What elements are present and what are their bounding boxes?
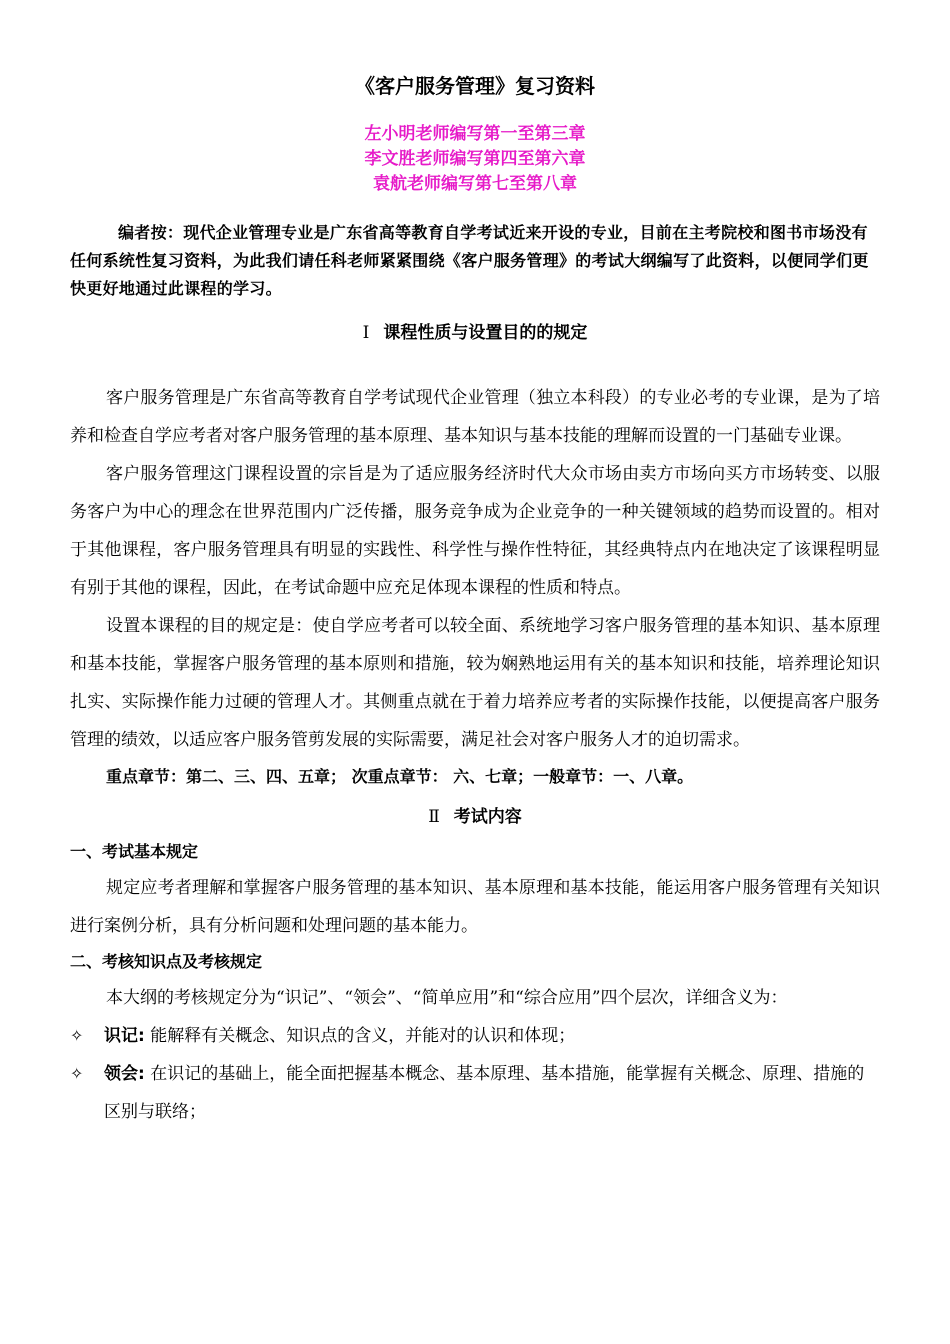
paragraph: 本大纲的考核规定分为“识记”、“领会”、“简单应用”和“综合应用”四个层次，详细含义为： — [106, 988, 788, 1008]
document-title: 《客户服务管理》复习资料 — [355, 74, 595, 98]
section-title-text: 考试内容 — [453, 807, 522, 827]
paragraph: 客户服务管理是广东省高等教育自学考试现代企业管理（独立本科段）的专业必考的专业课，是为了培养和检查自学应考者对客户服务管理的基本原理、基本知识与基本技能的理解而设置的一门基础专业课。 — [70, 388, 880, 446]
bullet-item — [70, 1055, 880, 1131]
paragraph: 设置本课程的目的规定是：使自学应考者可以较全面、系统地学习客户服务管理的基本知识、基本原理和基本技能，掌握客户服务管理的基本原则和措施，较为娴熟地运用有关的基本知识和技能，培养理论知识扎实、实际操作能力过硬的管理人才。其侧重点就在于着力培养应考者的实际操作技能，以便提高客户服务管理的绩效，以适应客户服务管剪发展的实际需要，满足社会对客户服务人才的迫切需求。 — [70, 616, 880, 750]
bullet-term: 识记: — [104, 1026, 145, 1046]
paragraph: 规定应考者理解和掌握客户服务管理的基本知识、基本原理和基本技能，能运用客户服务管理有关知识进行案例分析，具有分析问题和处理问题的基本能力。 — [70, 878, 880, 936]
section-heading-1 — [70, 319, 880, 347]
paragraph: 客户服务管理这门课程设置的宗旨是为了适应服务经济时代大众市场由卖方市场向买方市场转变、以服务客户为中心的理念在世界范围内广泛传播，服务竞争成为企业竞争的一种关键领域的趋势而设置的。相对于其他课程，客户服务管理具有明显的实践性、科学性与操作性特征，其经典特点内在地决定了该课程明显有别于其他的课程，因此，在考试命题中应充足体现本课程的性质和特点。 — [70, 464, 880, 598]
bullet-term: 领会: — [104, 1064, 145, 1084]
diamond-bullet-icon: ✧ — [70, 1064, 84, 1083]
diamond-bullet-icon: ✧ — [70, 1026, 84, 1045]
section-heading-2 — [70, 803, 880, 831]
section-number: Ⅱ — [428, 807, 440, 827]
subsection-heading: 一、考试基本规定 — [70, 842, 199, 861]
author-line: 袁航老师编写第七至第八章 — [373, 174, 577, 194]
section-number: Ⅰ — [362, 323, 370, 343]
bullet-text: 能解释有关概念、知识点的含义，并能对的认识和体现； — [150, 1026, 576, 1046]
author-line: 李文胜老师编写第四至第六章 — [364, 149, 586, 169]
key-chapters-line: 重点章节：第二、三、四、五章； 次重点章节： 六、七章；一般章节：一、八章。 — [106, 767, 694, 786]
subsection-heading: 二、考核知识点及考核规定 — [70, 952, 263, 971]
bullet-item — [70, 1017, 880, 1055]
editor-note: 编者按：现代企业管理专业是广东省高等教育自学考试近来开设的专业，目前在主考院校和图书市场没有任何系统性复习资料，为此我们请任科老师紧紧围绕《客户服务管理》的考试大纲编写了此资料，以便同学们更快更好地通过此课程的学习。 — [70, 223, 869, 298]
author-list — [70, 122, 880, 197]
bullet-text: 在识记的基础上，能全面把握基本概念、基本原理、基本措施，能掌握有关概念、原理、措施的区别与联络； — [104, 1064, 865, 1122]
author-line: 左小明老师编写第一至第三章 — [364, 124, 586, 144]
section-title-text: 课程性质与设置目的的规定 — [383, 323, 588, 343]
